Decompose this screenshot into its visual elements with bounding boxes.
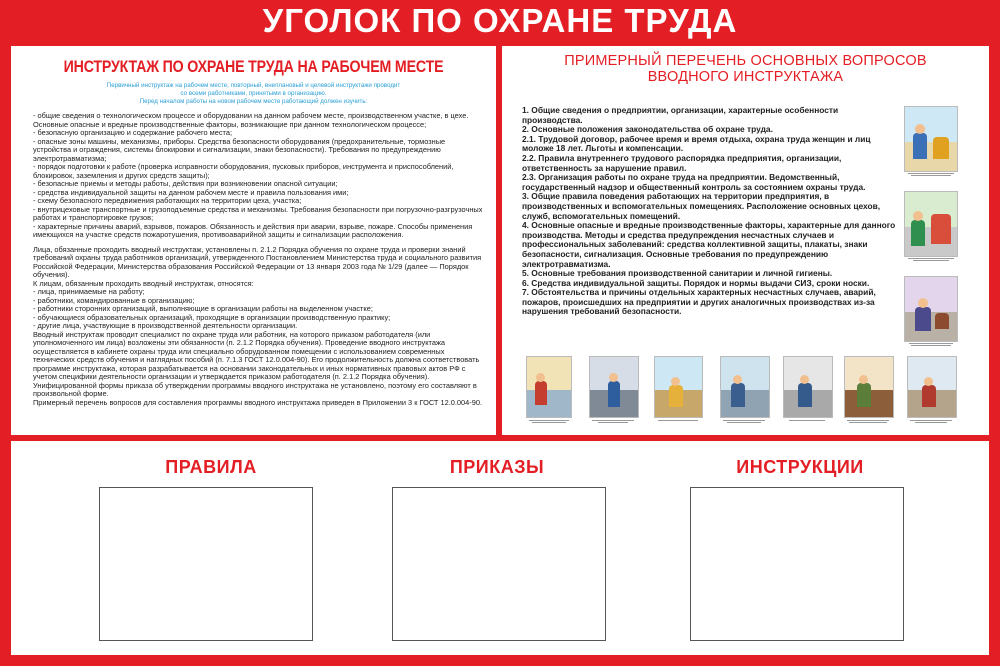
- rules-frame: [99, 487, 313, 641]
- section-title-instructions: ИНСТРУКЦИИ: [736, 457, 864, 477]
- section-title-orders: ПРИКАЗЫ: [449, 457, 545, 477]
- illustration-image: [783, 356, 833, 418]
- question-item: 2.2. Правила внутреннего трудового распорядка предприятия, организации, ответственность за нарушение правил.: [522, 152, 842, 173]
- questions-title-line: ВВОДНОГО ИНСТРУКТАЖА: [647, 69, 844, 85]
- illustration-image: [589, 356, 639, 418]
- questions-panel: [502, 46, 989, 435]
- page-title: УГОЛОК ПО ОХРАНЕ ТРУДА: [262, 2, 738, 39]
- question-item: 5. Основные требования производственной санитарии и личной гигиены.: [522, 268, 833, 279]
- question-item: 4. Основные опасные и вредные производственные факторы, характерные для данного производства. Методы и средства предупреждения несчастных случаев и профессиональных заболеваний: средства коллективной защиты, плакаты, знаки безопасности, сигнализация. Основные требования по предупреждению электротравматизма.: [522, 220, 896, 269]
- section-title-rules: ПРАВИЛА: [165, 457, 257, 477]
- illustration-caption-line: [720, 419, 768, 423]
- question-item: 3. Общие правила поведения работающих на территории предприятия, в производственных и вспомогательных помещениях. Расположение основных цехов, служб, вспомогательных помещений.: [522, 191, 881, 221]
- briefing-paragraph: - порядок подготовки к работе (проверка исправности оборудования, пусковых приборов, инструмента и приспособлений, блокировок, заземления и других средств защиты);: [33, 162, 454, 180]
- briefing-paragraph: - безопасную организацию и содержание рабочего места;: [33, 128, 233, 137]
- briefing-paragraph: - лица, принимаемые на работу;: [33, 287, 145, 296]
- illustration-image: [904, 106, 958, 172]
- illustration-caption-line: [904, 172, 958, 176]
- illustration-caption-line: [904, 257, 958, 261]
- illustration-caption-line: [904, 342, 958, 346]
- briefing-paragraph: - работники сторонних организаций, выполняющие в организации работы на выделенном участке;: [33, 304, 373, 313]
- illustration-image: [526, 356, 572, 418]
- briefing-paragraph: - схему безопасного передвижения работающих на территории цеха, участка;: [33, 196, 302, 205]
- briefing-paragraph: - работники, командированные в организацию;: [33, 295, 195, 305]
- illustration-caption-line: [783, 419, 831, 421]
- questions-title-line: ПРИМЕРНЫЙ ПЕРЕЧЕНЬ ОСНОВНЫХ ВОПРОСОВ: [564, 53, 927, 69]
- illustration-caption-line: [526, 419, 572, 423]
- briefing-title: ИНСТРУКТАЖ ПО ОХРАНЕ ТРУДА НА РАБОЧЕМ МЕСТЕ: [63, 58, 444, 76]
- illustration-image: [904, 191, 958, 257]
- briefing-paragraph: - внутрицеховые транспортные и грузоподъемные средства и механизмы. Требования безопасности при погрузочно-разгрузочных работах и транспортировке грузов;: [33, 204, 483, 222]
- instructions-frame: [690, 487, 904, 641]
- briefing-paragraph: Вводный инструктаж проводит специалист по охране труда или работник, на которого приказом работодателя (или уполномоченного им лица) возложены эти обязанности (п. 2.1.2 Порядка обучения). Проведение вводного инструктажа осуществляется в кабинете охраны труда или специально оборудованном помещении с использованием современных технических средств обучения и наглядных пособий (п. 7.1.3 ГОСТ 12.0.004-90). Его продолжительность должна соответствовать программе инструктажа, которая разрабатывается на основании законодательных и иных нормативных правовых актов РФ с учетом специфики деятельности организации и утверждается приказом работодателя (п. 2.1.2 Порядка обучения). Унифицированной формы приказа об утверждении программы вводного инструктажа не установлено, поэтому его составляют в произвольной форме.: [33, 329, 480, 398]
- briefing-paragraph: Примерный перечень вопросов для составления программы вводного инструктажа приведен в Приложении 3 к ГОСТ 12.0.004-90.: [33, 397, 482, 407]
- briefing-paragraph: - обучающиеся образовательных организаций, проходящие в организации производственную практику;: [33, 312, 391, 322]
- briefing-paragraph: Лица, обязанные проходить вводный инструктаж, установлены п. 2.1.2 Порядка обучения по охране труда и проверки знаний требований охраны труда работников организаций, утвержденного Постановлением Министерства труда и социального развития Российской Федерации, Министерства образования Российской Федерации от 13 января 2003 года № 1/29 (далее — Порядок обучения).: [33, 244, 482, 279]
- illustration-caption-line: [907, 419, 955, 423]
- briefing-paragraph: - общие сведения о технологическом процессе и оборудовании на данном рабочем месте, производственном участке, в цехе. Основные опасные и вредные производственные факторы, возникающие при данном технологическом процессе;: [33, 111, 469, 129]
- briefing-paragraph: - опасные зоны машины, механизмы, приборы. Средства безопасности оборудования (предохранительные, тормозные устройства и ограждения, системы блокировки и сигнализации, знаки безопасности). Требования по предупреждению электротравматизма;: [33, 136, 446, 163]
- briefing-paragraph: - средства индивидуальной защиты на данном рабочем месте и правила пользования ими;: [33, 187, 349, 197]
- questions-title: [502, 53, 989, 85]
- question-item: 2.1. Трудовой договор, рабочее время и время отдыха, охрана труда женщин и лиц моложе 18 лет. Льготы и компенсации.: [522, 133, 871, 154]
- briefing-subtitle: [11, 82, 496, 105]
- questions-list: [522, 106, 897, 317]
- documents-panel: [11, 441, 989, 655]
- briefing-subtitle-line: Первичный инструктаж на рабочем месте, повторный, внеплановый и целевой инструктажи проводит: [106, 82, 401, 89]
- illustration-caption-line: [589, 419, 637, 423]
- question-item: 2.3. Организация работы по охране труда на предприятии. Ведомственный, государственный надзор и общественный контроль за состоянием охраны труда.: [522, 172, 866, 192]
- briefing-panel: [11, 46, 496, 435]
- briefing-paragraph: К лицам, обязанным проходить вводный инструктаж, относятся:: [33, 278, 254, 288]
- illustration-image: [720, 356, 770, 418]
- question-item: 7. Обстоятельства и причины отдельных характерных несчастных случаев, аварий, пожаров, происшедших на предприятии и других аналогичных производствах из-за нарушения требований безопасности.: [522, 287, 876, 317]
- orders-frame: [392, 487, 606, 641]
- illustration-caption-line: [844, 419, 892, 423]
- briefing-paragraph: - характерные причины аварий, взрывов, пожаров. Обязанность и действия при аварии, взрыве, пожаре. Способы применения имеющихся на участке средств пожаротушения, противоаварийной защиты и сигнализации расположения.: [33, 221, 473, 239]
- briefing-paragraph: - безопасные приемы и методы работы, действия при возникновении опасной ситуации;: [33, 179, 338, 188]
- illustration-image: [907, 356, 957, 418]
- illustration-image: [844, 356, 894, 418]
- illustration-image: [654, 356, 703, 418]
- briefing-text: [33, 112, 483, 407]
- briefing-subtitle-line: Перед началом работы на новом рабочем месте работающий должен изучить:: [139, 97, 368, 105]
- question-item: 6. Средства индивидуальной защиты. Порядок и нормы выдачи СИЗ, сроки носки.: [522, 277, 870, 288]
- briefing-paragraph: - другие лица, участвующие в производственной деятельности организации.: [33, 321, 298, 330]
- question-item: 2. Основные положения законодательства об охране труда.: [522, 124, 773, 135]
- illustration-caption-line: [654, 419, 701, 421]
- illustration-image: [904, 276, 958, 342]
- question-item: 1. Общие сведения о предприятии, организации, характерные особенности производства.: [522, 105, 839, 125]
- briefing-subtitle-line: со всеми работниками, принятыми в организацию.: [180, 89, 327, 97]
